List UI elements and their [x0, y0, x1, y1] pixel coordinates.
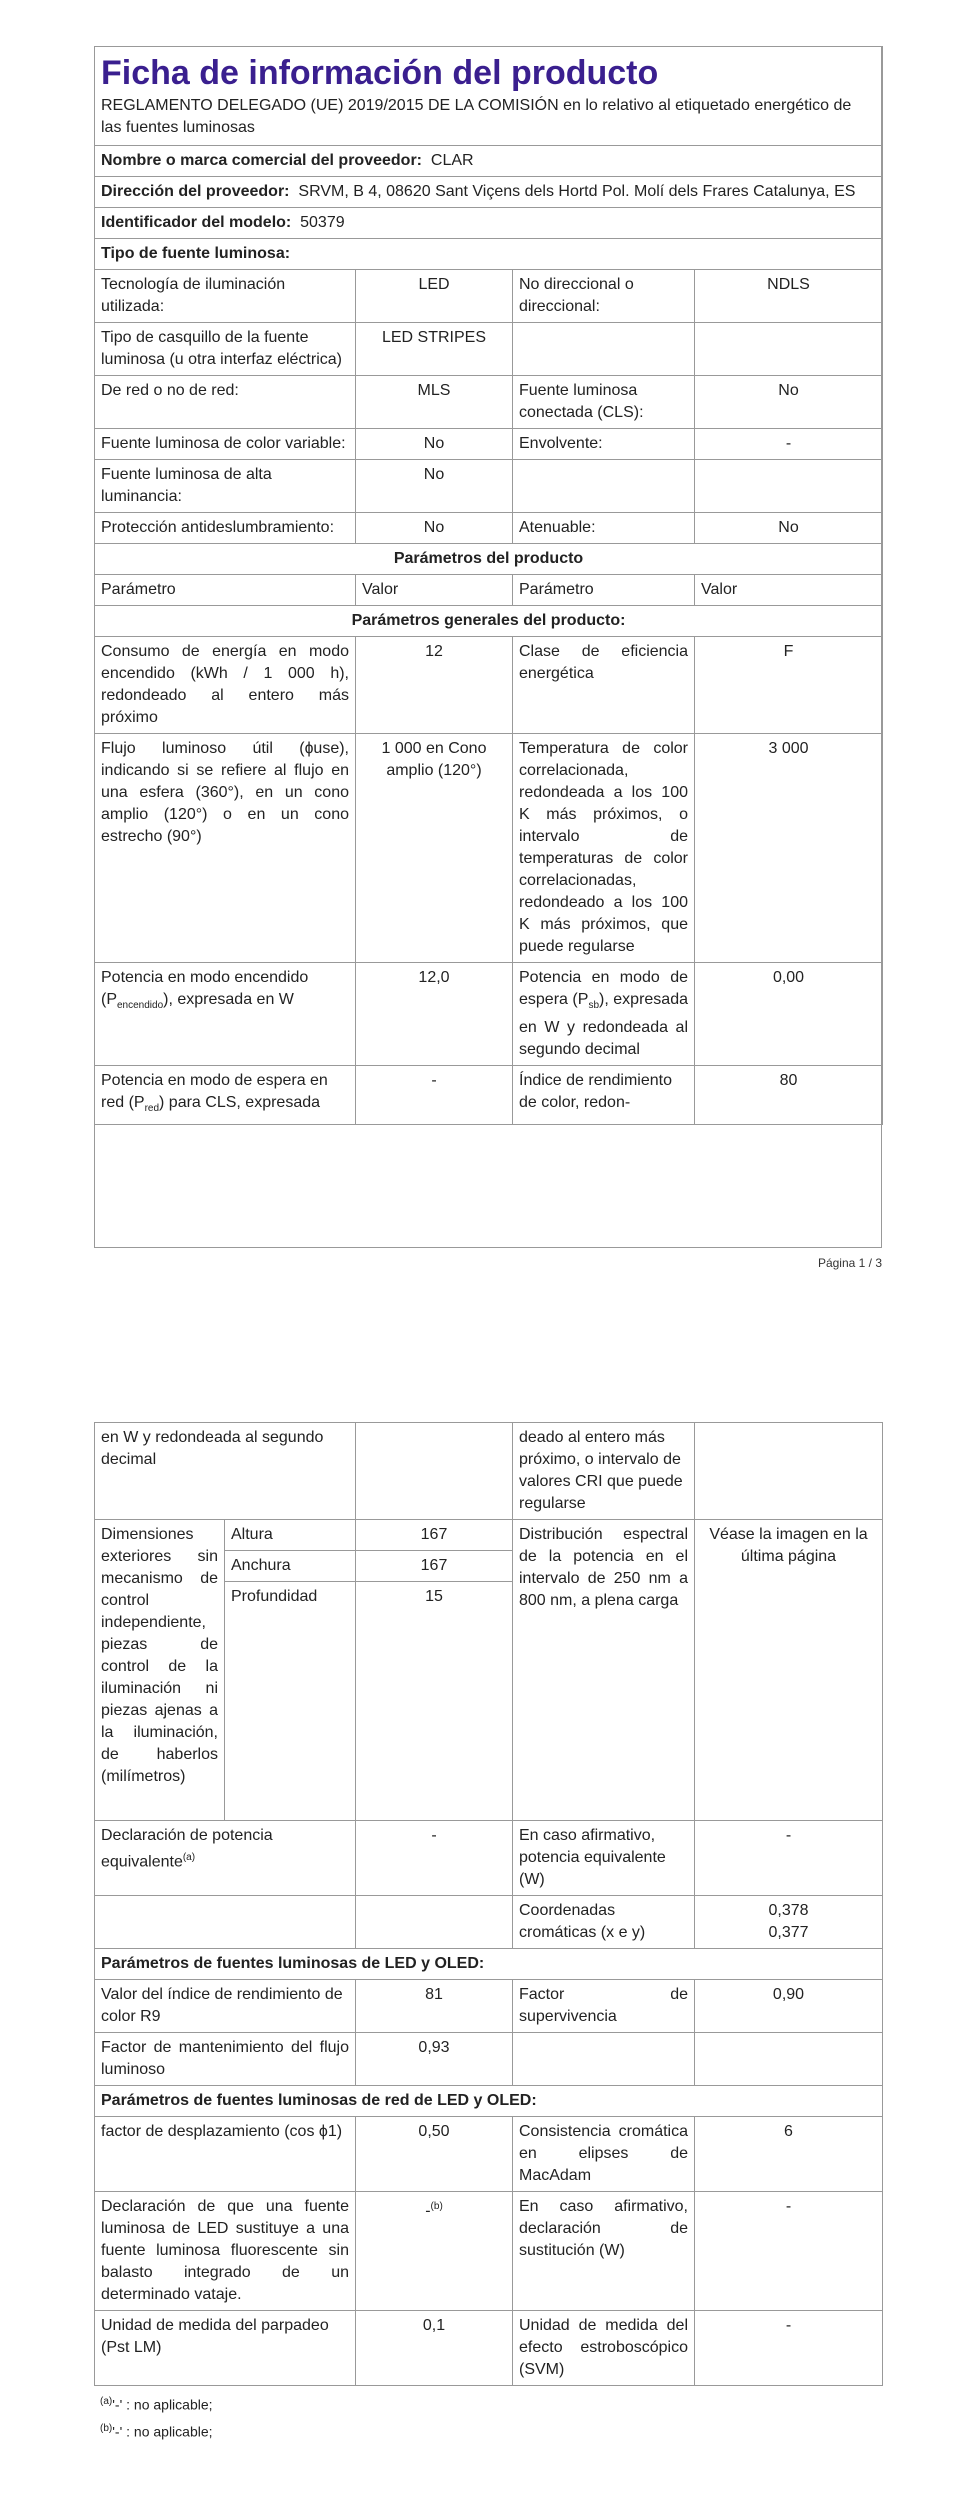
- table-row: [95, 2033, 883, 2086]
- row-value: No: [695, 376, 883, 429]
- row-label: Consumo de energía en modo encendido (kWh / 1 000 h), redondeado al entero más próximo: [95, 637, 356, 734]
- row-label: Unidad de medida del efecto estroboscópico (SVM): [513, 2311, 695, 2386]
- row-label: Flujo luminoso útil (ɸuse), indicando si se refiere al flujo en una esfera (360°), en un cono amplio (120°) o en un cono estrecho (90°): [95, 734, 356, 963]
- row-label: Unidad de medida del parpadeo (Pst LM): [95, 2311, 356, 2386]
- row-value: -: [695, 429, 883, 460]
- chroma-y: 0,377: [768, 1924, 809, 1941]
- row-label: Atenuable:: [513, 513, 695, 544]
- row-label: Factor de supervivencia: [513, 1980, 695, 2033]
- row-value: 81: [356, 1980, 513, 2033]
- equiv-value: -: [356, 1821, 513, 1896]
- row-value: LED: [356, 270, 513, 323]
- row-value: No: [356, 460, 513, 513]
- power-on-label: Potencia en modo encendido $(P_{encendido})$, expresada en W: [95, 963, 356, 1066]
- dimension-value: 15: [356, 1582, 513, 1821]
- row-value: LED STRIPES: [356, 323, 513, 376]
- power-standby-value: 0,00: [695, 963, 883, 1066]
- row-value: 0,1: [356, 2311, 513, 2386]
- power-network-value: -: [356, 1066, 513, 1125]
- column-header-value: Valor: [695, 575, 883, 606]
- chroma-label: Coordenadas cromáticas (x e y): [513, 1896, 695, 1949]
- row-label: No direccional o direccional:: [513, 270, 695, 323]
- cri-label: Índice de rendimiento de color, redon-: [513, 1066, 695, 1125]
- info-sheet-table-p2: [94, 1422, 883, 2386]
- row-value: 6: [695, 2117, 883, 2192]
- row-label: [513, 2033, 695, 2086]
- column-header-value: Valor: [356, 575, 513, 606]
- equiv-label: Declaración de potencia equivalente$^{(a)}$: [95, 1821, 356, 1896]
- row-value: NDLS: [695, 270, 883, 323]
- model-value: 50379: [300, 214, 345, 231]
- mains-params-heading: Parámetros de fuentes luminosas de red de LED y OLED:: [95, 2086, 883, 2117]
- row-label: Fuente luminosa de alta luminancia:: [95, 460, 356, 513]
- row-label: Valor del índice de rendimiento de color R9: [95, 1980, 356, 2033]
- product-params-heading: Parámetros del producto: [95, 544, 883, 575]
- led-heading-row: [95, 1949, 883, 1980]
- column-header-param: Parámetro: [95, 575, 356, 606]
- supplier-address-label: Dirección del proveedor:: [101, 183, 290, 200]
- row-label: Fuente luminosa de color variable:: [95, 429, 356, 460]
- power-on-value: 12,0: [356, 963, 513, 1066]
- equiv-power-label: En caso afirmativo, potencia equivalente (W): [513, 1821, 695, 1896]
- equiv-power-value: -: [695, 1821, 883, 1896]
- row-value: No: [356, 429, 513, 460]
- dimension-name: Altura: [225, 1520, 356, 1551]
- cri-value: 80: [695, 1066, 883, 1125]
- supplier-name-label: Nombre o marca comercial del proveedor:: [101, 152, 422, 169]
- table-row: [95, 1980, 883, 2033]
- row-value: 1 000 en Cono amplio (120°): [356, 734, 513, 963]
- row-label: Envolvente:: [513, 429, 695, 460]
- column-header-param: Parámetro: [513, 575, 695, 606]
- mains-heading-row: [95, 2086, 883, 2117]
- table-row: [95, 2311, 883, 2386]
- footnote: $^{(b)}$'-' : no aplicable;: [100, 2422, 213, 2440]
- row-label: Temperatura de color correlacionada, redondeada a los 100 K más próximos, o intervalo de temperaturas de color correlacionadas, redondeado a los 100 K más próximos, que puede regularse: [513, 734, 695, 963]
- dimensions-row: [95, 1520, 883, 1551]
- row-label: factor de desplazamiento (cos ϕ1): [95, 2117, 356, 2192]
- row-value: -$^{(b)}$: [356, 2192, 513, 2311]
- row-value: No: [695, 513, 883, 544]
- row-value: F: [695, 637, 883, 734]
- dimension-value: 167: [356, 1551, 513, 1582]
- general-params-heading: Parámetros generales del producto:: [95, 606, 883, 637]
- footnotes: [94, 2390, 882, 2443]
- row-value: -: [695, 2192, 883, 2311]
- page-number: Página 1 / 3: [817, 1256, 882, 1270]
- power-network-label: Potencia en modo de espera en red $(P_{red})$ para CLS, expresada: [95, 1066, 356, 1125]
- row-label: Protección antideslumbramiento:: [95, 513, 356, 544]
- row-value: -: [695, 2311, 883, 2386]
- row-value: 0,90: [695, 1980, 883, 2033]
- source-type-heading: Tipo de fuente luminosa:: [95, 239, 883, 270]
- continued-label: deado al entero más próximo, o intervalo de valores CRI que puede regularse: [513, 1423, 695, 1520]
- table-row: [95, 2192, 883, 2311]
- row-label: Clase de eficiencia energética: [513, 637, 695, 734]
- page-subtitle: REGLAMENTO DELEGADO (UE) 2019/2015 DE LA COMISIÓN en lo relativo al etiquetado energético de las fuentes luminosas: [101, 97, 852, 136]
- row-label: De red o no de red:: [95, 376, 356, 429]
- row-value: MLS: [356, 376, 513, 429]
- row-label: Tipo de casquillo de la fuente luminosa (u otra interfaz eléctrica): [95, 323, 356, 376]
- table-row: [95, 2117, 883, 2192]
- row-label: En caso afirmativo, declaración de sustitución (W): [513, 2192, 695, 2311]
- spectral-label: Distribución espectral de la potencia en el intervalo de 250 nm a 800 nm, a plena carga: [513, 1520, 695, 1821]
- row-label: Factor de mantenimiento del flujo luminoso: [95, 2033, 356, 2086]
- supplier-name-value: CLAR: [430, 152, 474, 169]
- dimension-name: Profundidad: [225, 1582, 356, 1821]
- dimension-value: 167: [356, 1520, 513, 1551]
- row-value: 0,50: [356, 2117, 513, 2192]
- dimension-name: Anchura: [225, 1551, 356, 1582]
- supplier-address-value: SRVM, B 4, 08620 Sant Viçens dels Hortd Pol. Molí dels Frares Catalunya, ES: [298, 183, 856, 200]
- spectral-value: Véase la imagen en la última página: [695, 1520, 883, 1821]
- row-label: Tecnología de iluminación utilizada:: [95, 270, 356, 323]
- power-standby-label: Potencia en modo de espera $(P_{sb})$, expresada en W y redondeada al segundo decimal: [513, 963, 695, 1066]
- page-title: Ficha de información del producto: [101, 54, 659, 92]
- dimensions-label: Dimensiones exteriores sin mecanismo de control independiente, piezas de control de la iluminación ni piezas ajenas a la iluminación, de haberlos (milímetros): [95, 1520, 225, 1821]
- footnote: $^{(a)}$'-' : no aplicable;: [100, 2396, 213, 2413]
- continued-label: en W y redondeada al segundo decimal: [95, 1423, 356, 1520]
- led-params-heading: Parámetros de fuentes luminosas de LED y OLED:: [95, 1949, 883, 1980]
- row-label: Fuente luminosa conectada (CLS):: [513, 376, 695, 429]
- page-1: [94, 46, 882, 1270]
- continuation-row: [95, 1423, 883, 1520]
- row-value: [695, 2033, 883, 2086]
- chroma-x: 0,378: [768, 1902, 809, 1919]
- row-value: 12: [356, 637, 513, 734]
- chroma-value: [695, 1896, 883, 1949]
- row-value: No: [356, 513, 513, 544]
- model-label: Identificador del modelo:: [101, 214, 292, 231]
- page-2: [94, 1422, 882, 2440]
- row-value: 0,93: [356, 2033, 513, 2086]
- row-label: Declaración de que una fuente luminosa de LED sustituye a una fuente luminosa fluorescente sin balasto integrado de un determinado vataje.: [95, 2192, 356, 2311]
- table-row: [95, 1896, 883, 1949]
- row-value: 3 000: [695, 734, 883, 963]
- row-label: Consistencia cromática en elipses de MacAdam: [513, 2117, 695, 2192]
- page-1-frame: [94, 46, 882, 1248]
- table-row: [95, 1821, 883, 1896]
